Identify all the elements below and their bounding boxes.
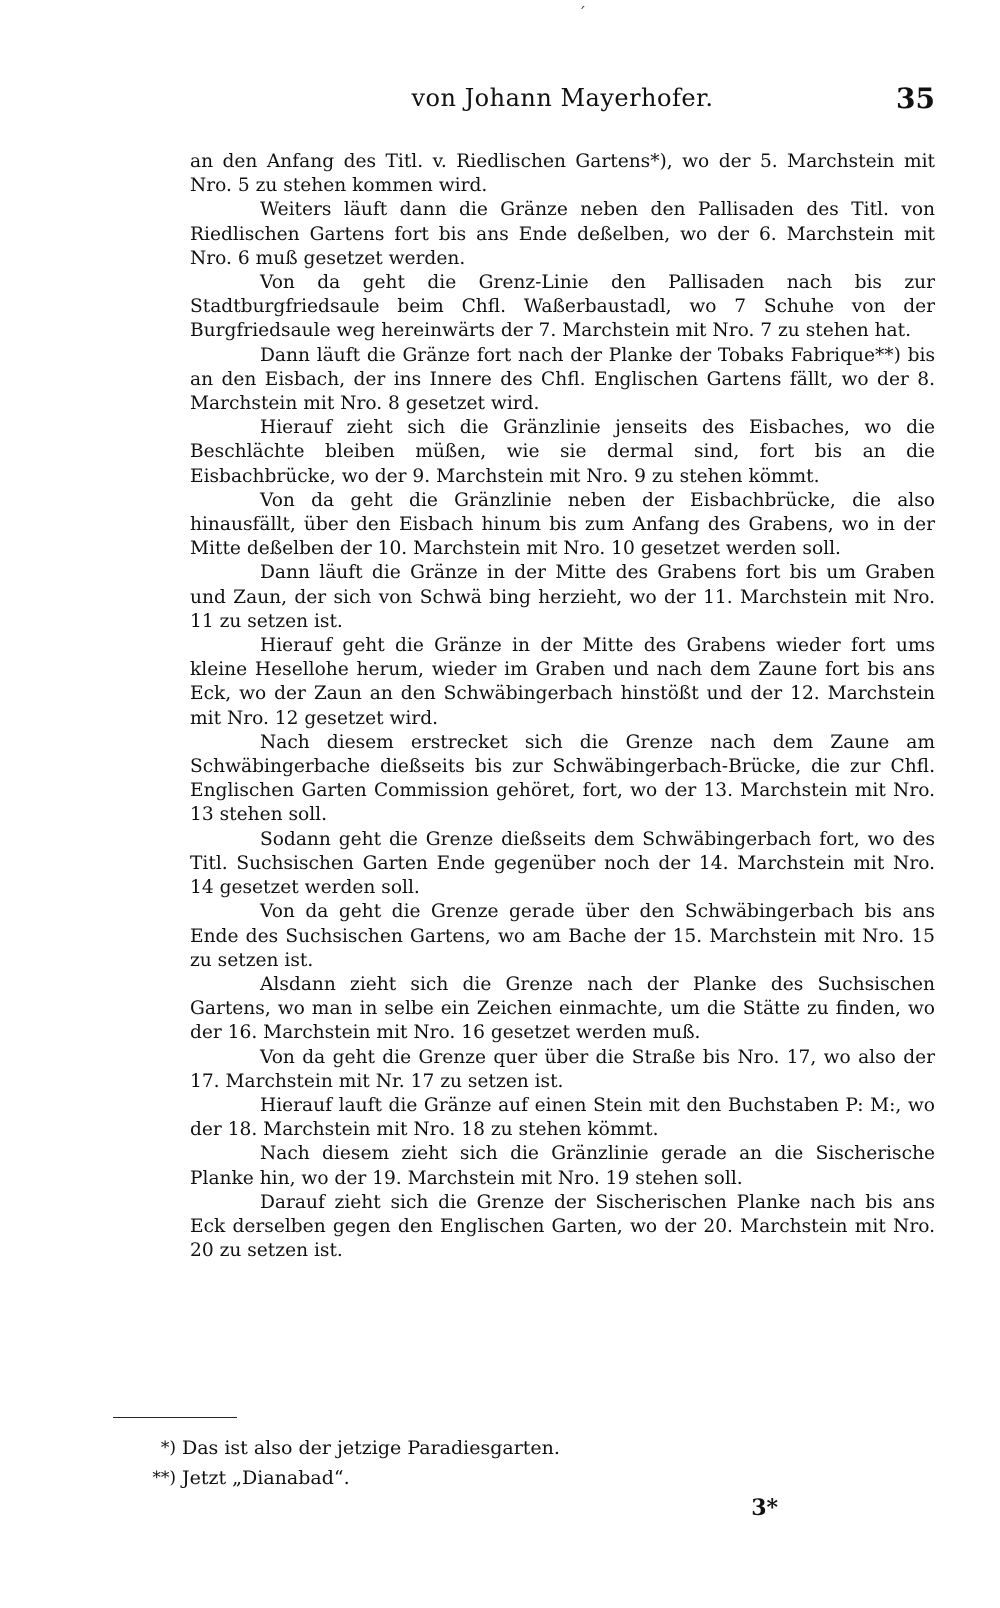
paragraph: Nach diesem zieht sich die Gränzlinie gerade an die Sischerische Planke hin, wo der 19. Marchstein mit Nro. 19 stehen soll. bbox=[190, 1143, 935, 1189]
footnotes bbox=[148, 1433, 908, 1493]
paragraph: Hierauf geht die Gränze in der Mitte des Grabens wieder fort ums kleine Hesellohe herum, wieder im Graben und nach dem Zaune fort bis ans Eck, wo der Zaun an den Schwäbingerbach hinstößt und der 12. Marchstein mit Nro. 12 gesetzet wird. bbox=[190, 635, 935, 729]
footnote-text: Jetzt „Dianabad“. bbox=[182, 1467, 350, 1489]
paragraph: Von da geht die Grenze quer über die Straße bis Nro. 17, wo also der 17. Marchstein mit Nr. 17 zu setzen ist. bbox=[190, 1046, 935, 1092]
paragraph: Hierauf lauft die Gränze auf einen Stein mit den Buchstaben P: M:, wo der 18. Marchstein mit Nro. 18 zu stehen kömmt. bbox=[190, 1094, 935, 1141]
paragraph: Von da geht die Gränzlinie neben der Eisbachbrücke, die also hinausfällt, über den Eisbach hinum bis zum Anfang des Grabens, wo in der Mitte deßelben der 10. Marchstein mit Nro. 10 gesetzet werden soll. bbox=[190, 489, 935, 560]
paragraph: Hierauf zieht sich die Gränzlinie jenseits des Eisbaches, wo die Beschlächte bleiben müßen, wie sie dermal sind, fort bis an die Eisbachbrücke, wo der 9. Marchstein mit Nro. 9 zu stehen kömmt. bbox=[190, 417, 935, 487]
paragraph: Nach diesem erstrecket sich die Grenze nach dem Zaune am Schwäbingerbache dießseits bis zur Schwäbingerbach-Brücke, die zur Chfl. Englischen Garten Commission gehöret, fort, wo der 13. Marchstein mit Nro. 13 stehen soll. bbox=[190, 731, 935, 826]
paragraph: Dann läuft die Gränze fort nach der Planke der Tobaks Fabrique**) bis an den Eisbach, der ins Innere des Chfl. Englischen Gartens fällt, wo der 8. Marchstein mit Nro. 8 gesetzet wird. bbox=[190, 344, 935, 415]
signature-mark: 3* bbox=[751, 1495, 778, 1521]
paragraph: Darauf zieht sich die Grenze der Sischerischen Planke nach bis ans Eck derselben gegen den Englischen Garten, wo der 20. Marchstein mit Nro. 20 zu setzen ist. bbox=[190, 1191, 935, 1262]
footnote-mark: *) bbox=[160, 1438, 176, 1458]
footnote bbox=[148, 1433, 908, 1463]
page-number: 35 bbox=[896, 82, 935, 115]
page-header bbox=[190, 84, 935, 124]
paragraph: Von da geht die Grenz-Linie den Pallisaden nach bis zur Stadtburgfriedsaule beim Chfl. Waßerbaustadl, wo 7 Schuhe von der Burgfriedsaule weg hereinwärts der 7. Marchstein mit Nro. 7 zu stehen hat. bbox=[190, 272, 935, 342]
running-head: von Johann Mayerhofer. bbox=[411, 84, 714, 112]
footnote bbox=[148, 1463, 908, 1493]
footnote-mark: **) bbox=[152, 1468, 176, 1488]
paragraph: Von da geht die Grenze gerade über den Schwäbingerbach bis ans Ende des Suchsischen Gartens, wo am Bache der 15. Marchstein mit Nro. 15 zu setzen ist. bbox=[190, 901, 935, 971]
paragraph: Alsdann zieht sich die Grenze nach der Planke des Suchsischen Gartens, wo man in selbe ein Zeichen einmachte, um die Stätte zu finden, wo der 16. Marchstein mit Nro. 16 gesetzet werden muß. bbox=[190, 973, 935, 1044]
paragraph: an den Anfang des Titl. v. Riedlischen Gartens*), wo der 5. Marchstein mit Nro. 5 zu stehen kommen wird. bbox=[190, 151, 935, 197]
paragraph: Dann läuft die Gränze in der Mitte des Grabens fort bis um Graben und Zaun, der sich von Schwä bing herzieht, wo der 11. Marchstein mit Nro. 11 zu setzen ist. bbox=[190, 562, 935, 632]
paragraph: Weiters läuft dann die Gränze neben den Pallisaden des Titl. von Riedlischen Gartens fort bis ans Ende deßelben, wo der 6. Marchstein mit Nro. 6 muß gesetzet werden. bbox=[190, 199, 935, 269]
print-speck: ´ bbox=[578, 4, 586, 23]
body-text bbox=[190, 150, 935, 1263]
footnote-rule bbox=[113, 1417, 237, 1418]
paragraph: Sodann geht die Grenze dießseits dem Schwäbingerbach fort, wo des Titl. Suchsischen Garten Ende gegenüber noch der 14. Marchstein mit Nro. 14 gesetzet werden soll. bbox=[190, 828, 935, 899]
footnote-text: Das ist also der jetzige Paradiesgarten. bbox=[182, 1437, 560, 1459]
